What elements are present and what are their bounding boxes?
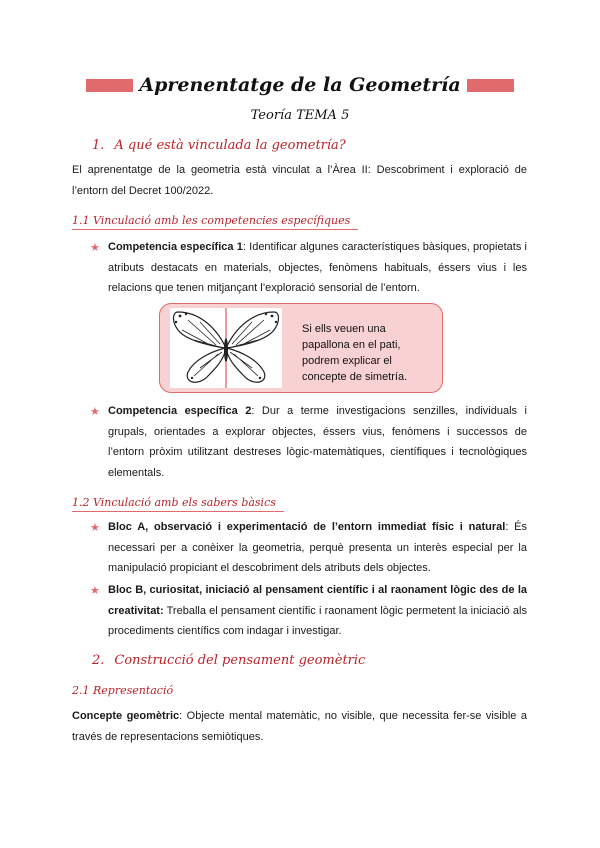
bloc-a-item [108, 517, 527, 579]
section-1-intro: El aprenentatge de la geometria està vinculat a l’Àrea II: Descobriment i exploració de l’entorn del Decret 100/2022. [72, 164, 527, 197]
document-title [86, 74, 514, 96]
competencia-1-item [108, 237, 527, 299]
star-icon: ★ [90, 522, 100, 534]
star-icon: ★ [90, 242, 100, 254]
subsection-1-1-heading: 1.1 Vinculació amb les competencies específiques [72, 214, 358, 230]
concepte-geometric-definition [72, 706, 527, 747]
document-subtitle: Teoría TEMA 5 [250, 108, 350, 123]
section-2-number: 2. [92, 653, 105, 668]
section-1-number: 1. [92, 138, 105, 153]
butterfly-icon [170, 308, 282, 388]
section-1-heading [92, 138, 346, 153]
concepte-geometric-text: : Objecte mental matemàtic, no visible, que necessita fer-se visible a través de representacions semiòtiques. [72, 710, 527, 743]
star-icon: ★ [90, 585, 100, 597]
competencia-2-text: : Dur a terme investigacions senzilles, individuals i grupals, orientades a explorar objectes, éssers vius, fenòmens i successos de l’entorn pròxim utilitzant destreses lògic-matemàtiques, científiques i tecnològiques elementals. [108, 405, 527, 479]
concepte-geometric-term: Concepte geomètric [72, 710, 180, 722]
bloc-b-item [108, 580, 527, 642]
title-row [86, 74, 514, 98]
star-icon: ★ [90, 406, 100, 418]
bloc-a-text: : És necessari per a conèixer la geometria, perquè presenta un interès especial per la manipulació propiciant el descobriment dels atributs dels objectes. [108, 521, 528, 574]
section-2-heading [92, 653, 365, 668]
competencia-2-label: Competencia específica 2 [108, 405, 252, 417]
bloc-a-label: Bloc A, observació i experimentació de l’entorn immediat físic i natural [108, 521, 506, 533]
section-1-title: A qué està vinculada la geometría? [114, 138, 346, 153]
document-title-text: Aprenentatge de la Geometría [133, 74, 466, 96]
callout-box [159, 303, 443, 393]
competencia-2-item [108, 401, 527, 483]
subsection-1-2-heading: 1.2 Vinculació amb els sabers bàsics [72, 496, 284, 512]
bloc-b-label: Bloc B, curiositat, iniciació al pensament científic i al raonament lògic des de la creativitat: [108, 584, 527, 617]
competencia-1-label: Competencia específica 1 [108, 241, 243, 253]
subsection-2-1-heading: 2.1 Representació [72, 684, 174, 697]
section-2-title: Construcció del pensament geomètric [114, 653, 366, 668]
competencia-1-text: : Identificar algunes característiques bàsiques, propietats i atributs destacats en materials, objectes, fenòmens habituals, éssers vius i les relacions que tenen mitjançant l’exploració sensorial de l’entorn. [108, 241, 527, 294]
bloc-b-text: Treballa el pensament científic i raonament lògic permetent la iniciació als procediments científics com indagar i investigar. [108, 604, 527, 637]
callout-text: Si ells veuen una papallona en el pati, podrem explicar el concepte de simetría. [302, 323, 408, 383]
